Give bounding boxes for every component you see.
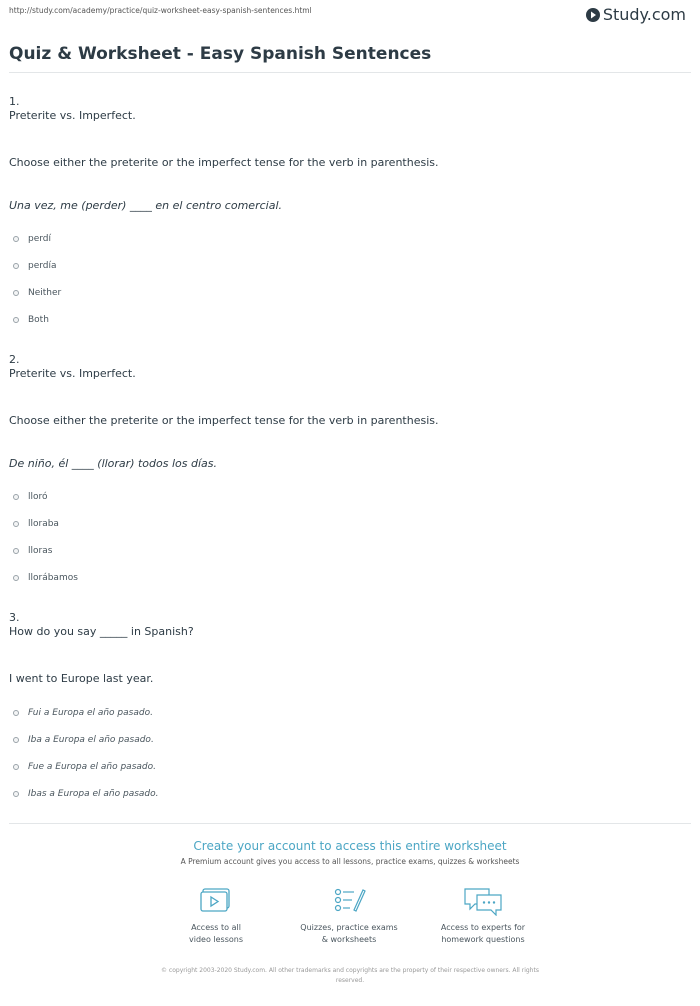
question-2 <box>9 353 689 583</box>
answer-label: lloraba <box>28 519 59 529</box>
question-sentence: Una vez, me (perder) ____ en el centro comercial. <box>9 199 282 212</box>
study-logo-icon <box>585 7 601 23</box>
answer-option[interactable] <box>13 519 59 529</box>
radio-button[interactable] <box>13 236 19 242</box>
question-number: 1. <box>9 95 20 108</box>
answer-option[interactable] <box>13 789 159 799</box>
cta-divider <box>9 823 691 824</box>
question-prompt: Choose either the preterite or the imperfect tense for the verb in parenthesis. <box>9 414 439 427</box>
radio-button[interactable] <box>13 791 19 797</box>
radio-button[interactable] <box>13 494 19 500</box>
answer-label: lloras <box>28 546 53 556</box>
footer-line1: © copyright 2003-2020 Study.com. All other trademarks and copyrights are the property of their respective owners. All rights <box>161 967 539 974</box>
question-prompt: I went to Europe last year. <box>9 672 154 685</box>
radio-button[interactable] <box>13 521 19 527</box>
question-title: Preterite vs. Imperfect. <box>9 367 136 380</box>
radio-button[interactable] <box>13 263 19 269</box>
radio-button[interactable] <box>13 317 19 323</box>
answer-label: llorábamos <box>28 573 78 583</box>
question-number: 2. <box>9 353 20 366</box>
answer-option[interactable] <box>13 708 153 718</box>
feature-experts <box>423 886 543 946</box>
question-1 <box>9 95 689 325</box>
quizzes-icon <box>332 886 366 916</box>
footer-line2: reserved. <box>335 977 365 984</box>
answer-option[interactable] <box>13 261 57 271</box>
answer-label: Both <box>28 315 49 325</box>
answer-label: Fue a Europa el año pasado. <box>28 762 156 772</box>
answer-label: perdí <box>28 234 52 244</box>
study-logo[interactable] <box>585 5 686 24</box>
page-url: http://study.com/academy/practice/quiz-worksheet-easy-spanish-sentences.html <box>9 6 312 15</box>
answer-option[interactable] <box>13 234 51 244</box>
copyright-footer <box>120 966 580 986</box>
answer-label: Iba a Europa el año pasado. <box>28 735 154 745</box>
feature-line2: & worksheets <box>321 935 377 944</box>
radio-button[interactable] <box>13 710 19 716</box>
question-number: 3. <box>9 611 20 624</box>
radio-button[interactable] <box>13 575 19 581</box>
radio-button[interactable] <box>13 737 19 743</box>
answer-label: lloró <box>28 492 48 502</box>
feature-video-lessons <box>156 886 276 946</box>
radio-button[interactable] <box>13 548 19 554</box>
question-prompt: Choose either the preterite or the imperfect tense for the verb in parenthesis. <box>9 156 439 169</box>
answer-option[interactable] <box>13 573 78 583</box>
answer-option[interactable] <box>13 735 154 745</box>
feature-quizzes <box>289 886 409 946</box>
feature-line2: video lessons <box>188 935 243 944</box>
answer-label: Neither <box>28 288 62 298</box>
question-title: Preterite vs. Imperfect. <box>9 109 136 122</box>
answer-label: Fui a Europa el año pasado. <box>28 708 153 718</box>
answer-option[interactable] <box>13 762 156 772</box>
question-3 <box>9 611 689 799</box>
answer-option[interactable] <box>13 546 52 556</box>
answer-option[interactable] <box>13 315 49 325</box>
question-sentence: De niño, él ____ (llorar) todos los días. <box>9 457 217 470</box>
radio-button[interactable] <box>13 290 19 296</box>
radio-button[interactable] <box>13 764 19 770</box>
feature-line2: homework questions <box>441 935 525 944</box>
cta-subtitle: A Premium account gives you access to all lessons, practice exams, quizzes & worksheets <box>180 857 520 866</box>
question-title: How do you say _____ in Spanish? <box>9 625 194 638</box>
answer-option[interactable] <box>13 492 48 502</box>
feature-line1: Quizzes, practice exams <box>300 923 398 932</box>
feature-line1: Access to all <box>191 923 241 932</box>
answer-label: perdía <box>28 261 57 271</box>
feature-line1: Access to experts for <box>440 923 526 932</box>
answer-option[interactable] <box>13 288 61 298</box>
video-lessons-icon <box>199 886 233 916</box>
page-title: Quiz & Worksheet - Easy Spanish Sentences <box>9 44 432 64</box>
study-logo-text: Study.com <box>602 5 686 24</box>
create-account-link[interactable]: Create your account to access this entire worksheet <box>193 839 507 853</box>
answer-label: Ibas a Europa el año pasado. <box>28 789 159 799</box>
title-divider <box>9 72 691 73</box>
experts-chat-icon <box>463 886 503 916</box>
